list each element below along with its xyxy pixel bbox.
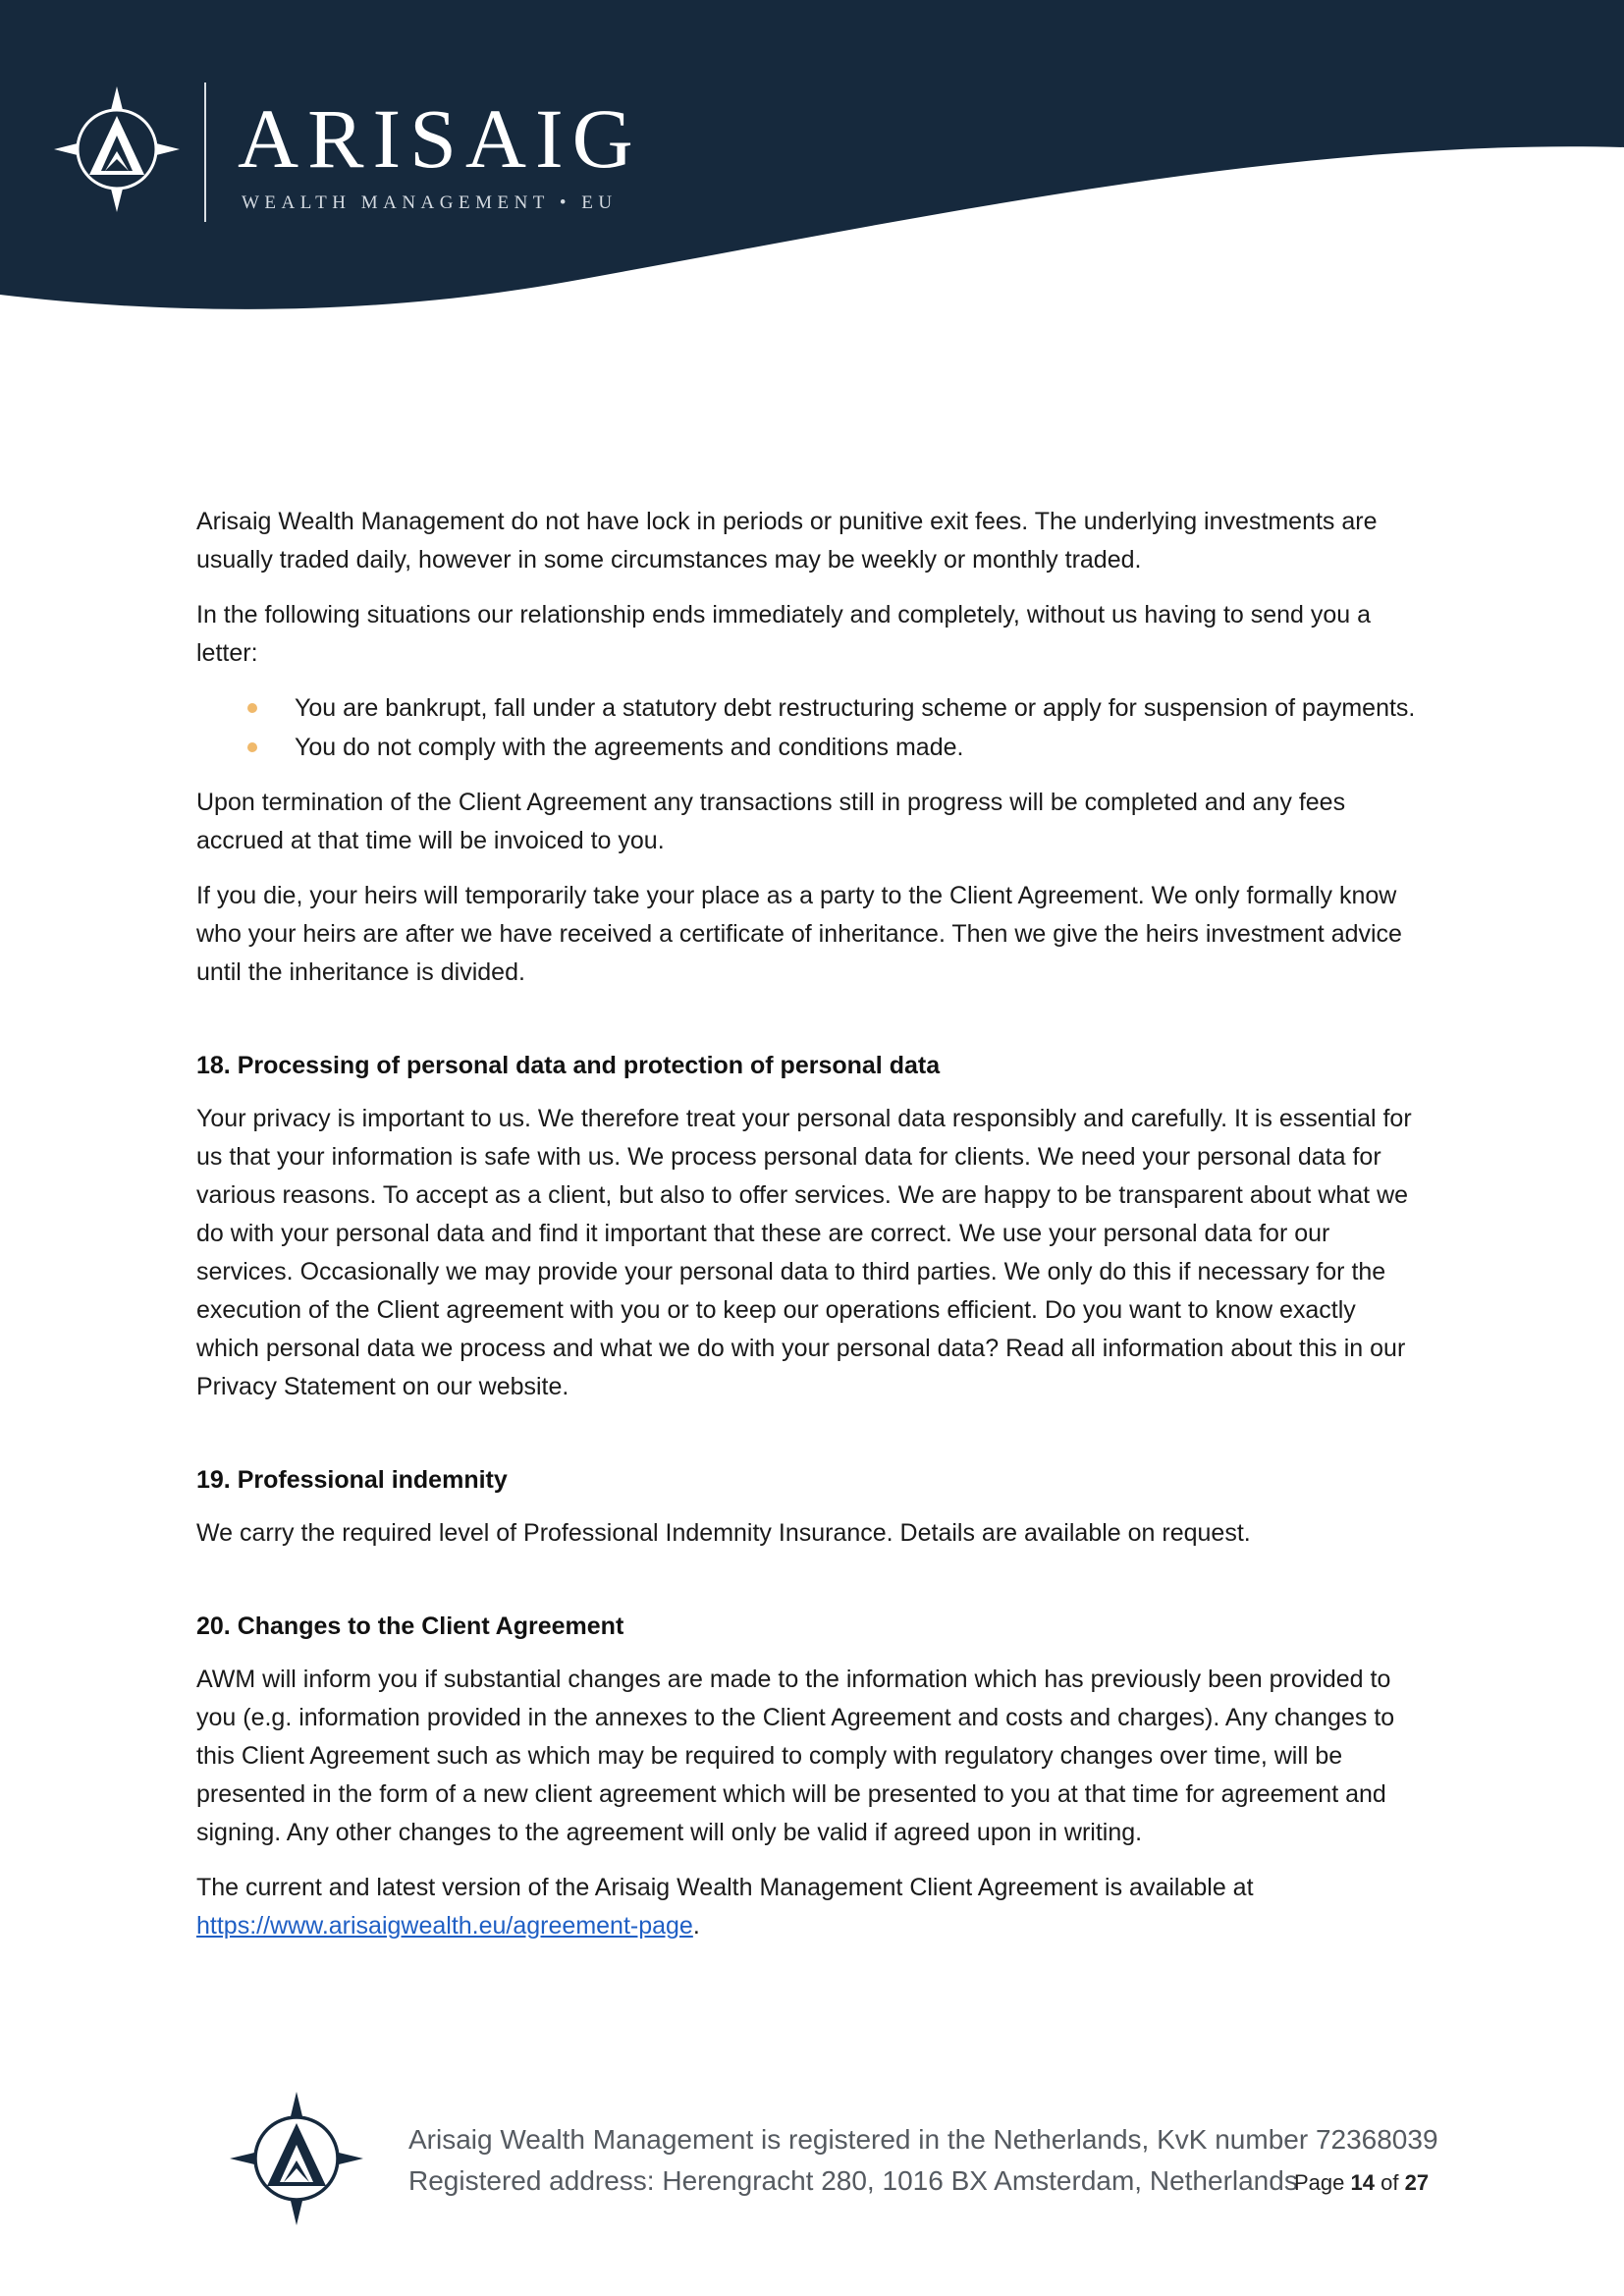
page-of: of bbox=[1380, 2170, 1399, 2195]
list-item bbox=[196, 689, 1424, 728]
link-suffix: . bbox=[692, 1912, 700, 1940]
logo-divider bbox=[204, 82, 206, 222]
list-item bbox=[196, 729, 1424, 767]
bullet-icon bbox=[247, 703, 257, 713]
intro-paragraph-3: Upon termination of the Client Agreement any transactions still in progress will be completed and any fees accrued at that time will be invoiced to you. bbox=[196, 789, 1346, 854]
section-18-body: Your privacy is important to us. We therefore treat your personal data responsibly and carefully. It is essential for us that your information is safe with us. We process personal data for clients. We need your personal data for various reasons. To accept as a client, but also to offer services. We are happy to be transparent about what we do with your personal data and find it important that these are correct. We use your personal data for our services. Occasionally we may provide your personal data to third parties. We only do this if necessary for the execution of the Client agreement with you or to keep our operations efficient. Do you want to know exactly which personal data we process and what we do with your personal data? Read all information about this in our Privacy Statement on our website. bbox=[196, 1105, 1412, 1400]
compass-mountain-icon bbox=[54, 86, 180, 212]
intro-paragraph-1: Arisaig Wealth Management do not have lock in periods or punitive exit fees. The underlying investments are usually traded daily, however in some circumstances may be weekly or monthly traded. bbox=[196, 508, 1378, 574]
brand-name: ARISAIG bbox=[238, 91, 642, 186]
agreement-page-link[interactable]: https://www.arisaigwealth.eu/agreement-page bbox=[196, 1912, 693, 1940]
list-item-text: You do not comply with the agreements and conditions made. bbox=[295, 734, 964, 761]
page-total: 27 bbox=[1404, 2170, 1430, 2195]
bullet-icon bbox=[247, 742, 257, 752]
document-body bbox=[196, 503, 1424, 1962]
section-18-heading: 18. Processing of personal data and protection of personal data bbox=[196, 1052, 941, 1079]
intro-paragraph-2: In the following situations our relationship ends immediately and completely, without us having to send you a letter: bbox=[196, 601, 1372, 667]
footer-registration bbox=[408, 2119, 1438, 2202]
section-20-body: AWM will inform you if substantial changes are made to the information which has previously been provided to you (e.g. information provided in the annexes to the Client Agreement and costs and charges). Any changes to this Client Agreement such as which may be required to comply with regulatory changes over time, will be presented in the form of a new client agreement which will be presented to you at that time for agreement and signing. Any other changes to the agreement will only be valid if agreed upon in writing. bbox=[196, 1666, 1395, 1846]
latest-version-text: The current and latest version of the Arisaig Wealth Management Client Agreement is available at bbox=[196, 1874, 1254, 1901]
section-19-body: We carry the required level of Professional Indemnity Insurance. Details are available on request. bbox=[196, 1519, 1251, 1547]
intro-paragraph-4: If you die, your heirs will temporarily take your place as a party to the Client Agreement. We only formally know who your heirs are after we have received a certificate of inheritance. Then we give the heirs investment advice until the inheritance is divided. bbox=[196, 882, 1402, 986]
page-current: 14 bbox=[1350, 2170, 1375, 2195]
footer-line-2: Registered address: Herengracht 280, 1016 BX Amsterdam, Netherlands bbox=[408, 2165, 1298, 2196]
section-19-heading: 19. Professional indemnity bbox=[196, 1466, 508, 1494]
footer-line-1: Arisaig Wealth Management is registered in the Netherlands, KvK number 72368039 bbox=[408, 2124, 1438, 2155]
list-item-text: You are bankrupt, fall under a statutory debt restructuring scheme or apply for suspension of payments. bbox=[295, 694, 1416, 722]
page-prefix: Page bbox=[1294, 2170, 1345, 2195]
termination-list bbox=[196, 689, 1424, 767]
section-20-heading: 20. Changes to the Client Agreement bbox=[196, 1613, 624, 1640]
brand-tagline: WEALTH MANAGEMENT • EU bbox=[242, 192, 618, 213]
compass-mountain-icon bbox=[230, 2092, 363, 2225]
section-20-latest-version bbox=[196, 1869, 1424, 1945]
page-number bbox=[1294, 2170, 1429, 2196]
